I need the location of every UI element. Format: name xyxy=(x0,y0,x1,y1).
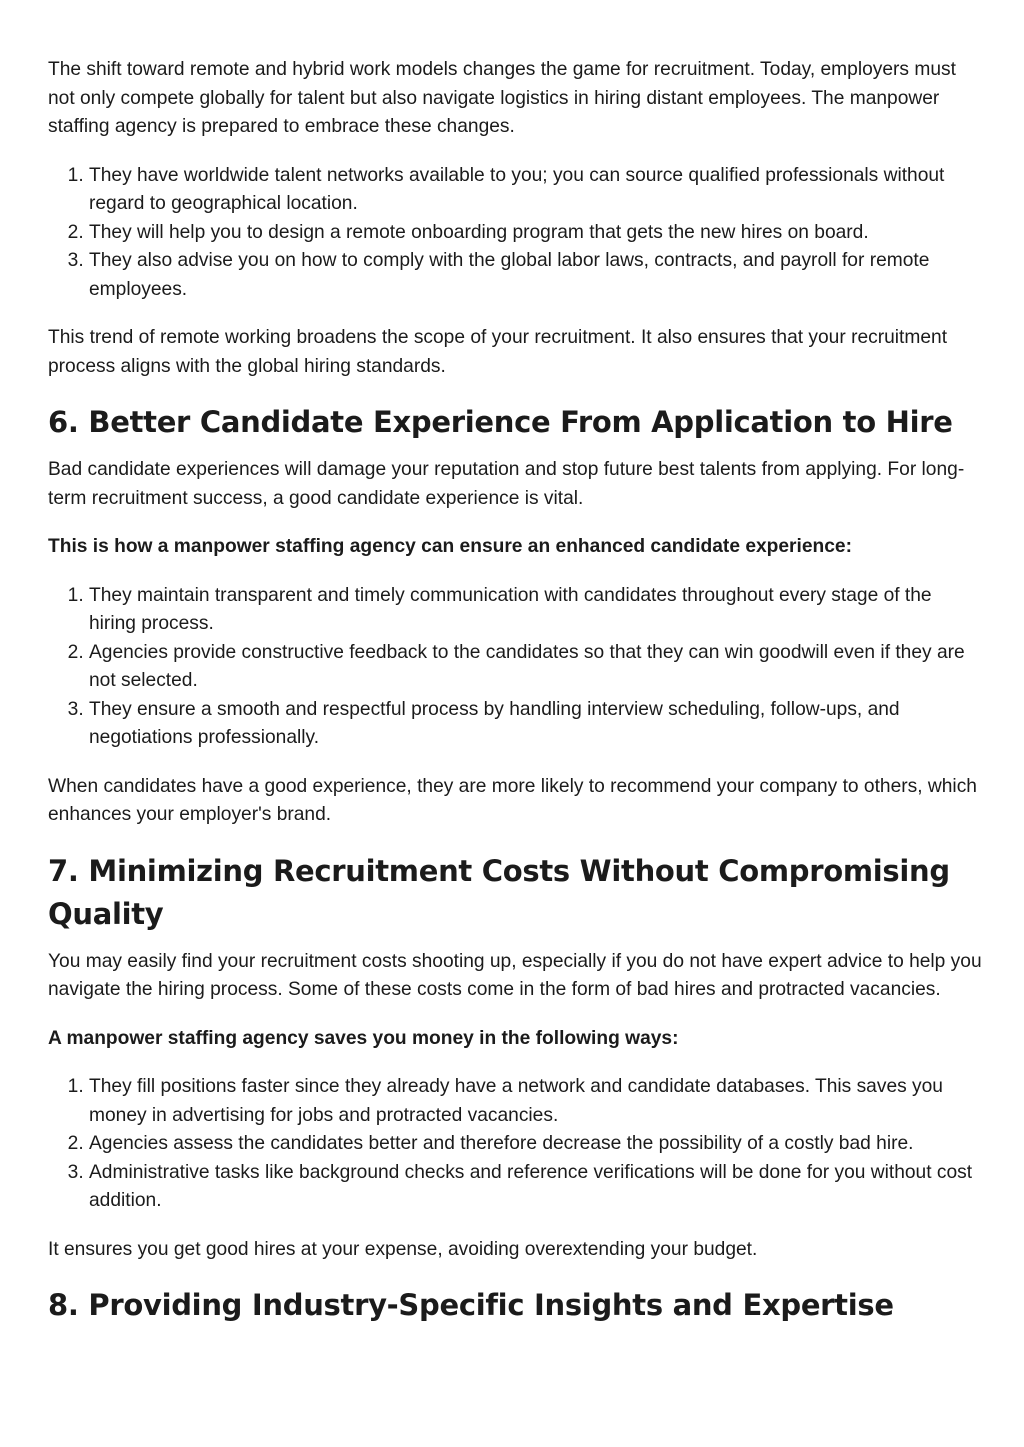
list-item: 2. Agencies provide constructive feedback to the candidates so that they can win goodwill even if they are not selected. xyxy=(89,639,983,696)
section-7-heading: 7. Minimizing Recruitment Costs Without Compromising Quality xyxy=(48,853,950,931)
list-item: 3. Administrative tasks like background checks and reference verifications will be done for you without cost addition. xyxy=(89,1159,983,1216)
section-7-paragraph: You may easily find your recruitment costs shooting up, especially if you do not have expert advice to help you navigate the hiring process. Some of these costs come in the form of bad hires and protracted vacancies. xyxy=(48,950,982,1000)
section-6-list xyxy=(48,582,983,753)
document-page xyxy=(48,56,983,1339)
intro-paragraph: The shift toward remote and hybrid work models changes the game for recruitment. Today, employers must not only compete globally for talent but also navigate logistics in hiring distant employees. The manpower staffing agency is prepared to embrace these changes. xyxy=(48,59,956,137)
list-item: 1. They maintain transparent and timely communication with candidates throughout every stage of the hiring process. xyxy=(89,582,983,639)
section-6-paragraph: Bad candidate experiences will damage your reputation and stop future best talents from applying. For long-term recruitment success, a good candidate experience is vital. xyxy=(48,459,965,509)
list-item: 1. They have worldwide talent networks available to you; you can source qualified professionals without regard to geographical location. xyxy=(89,162,983,219)
list-item: 3. They also advise you on how to comply with the global labor laws, contracts, and payroll for remote employees. xyxy=(89,247,983,304)
list-item: 1. They fill positions faster since they already have a network and candidate databases. This saves you money in advertising for jobs and protracted vacancies. xyxy=(89,1073,983,1130)
section-8-heading: 8. Providing Industry-Specific Insights and Expertise xyxy=(48,1288,894,1322)
section-6-lead: This is how a manpower staffing agency can ensure an enhanced candidate experience: xyxy=(48,536,852,557)
intro-closing: This trend of remote working broadens the scope of your recruitment. It also ensures that your recruitment process aligns with the global hiring standards. xyxy=(48,327,948,377)
section-6-heading: 6. Better Candidate Experience From Application to Hire xyxy=(48,405,953,439)
intro-list xyxy=(48,162,983,305)
section-7-list xyxy=(48,1073,983,1216)
section-6-closing: When candidates have a good experience, they are more likely to recommend your company to others, which enhances your employer's brand. xyxy=(48,775,977,825)
section-7-closing: It ensures you get good hires at your expense, avoiding overextending your budget. xyxy=(48,1238,758,1260)
list-item: 3. They ensure a smooth and respectful process by handling interview scheduling, follow-ups, and negotiations professionally. xyxy=(89,696,983,753)
list-item: 2. Agencies assess the candidates better and therefore decrease the possibility of a costly bad hire. xyxy=(89,1130,983,1159)
section-7-lead: A manpower staffing agency saves you money in the following ways: xyxy=(48,1027,679,1049)
list-item: 2. They will help you to design a remote onboarding program that gets the new hires on board. xyxy=(89,219,983,248)
